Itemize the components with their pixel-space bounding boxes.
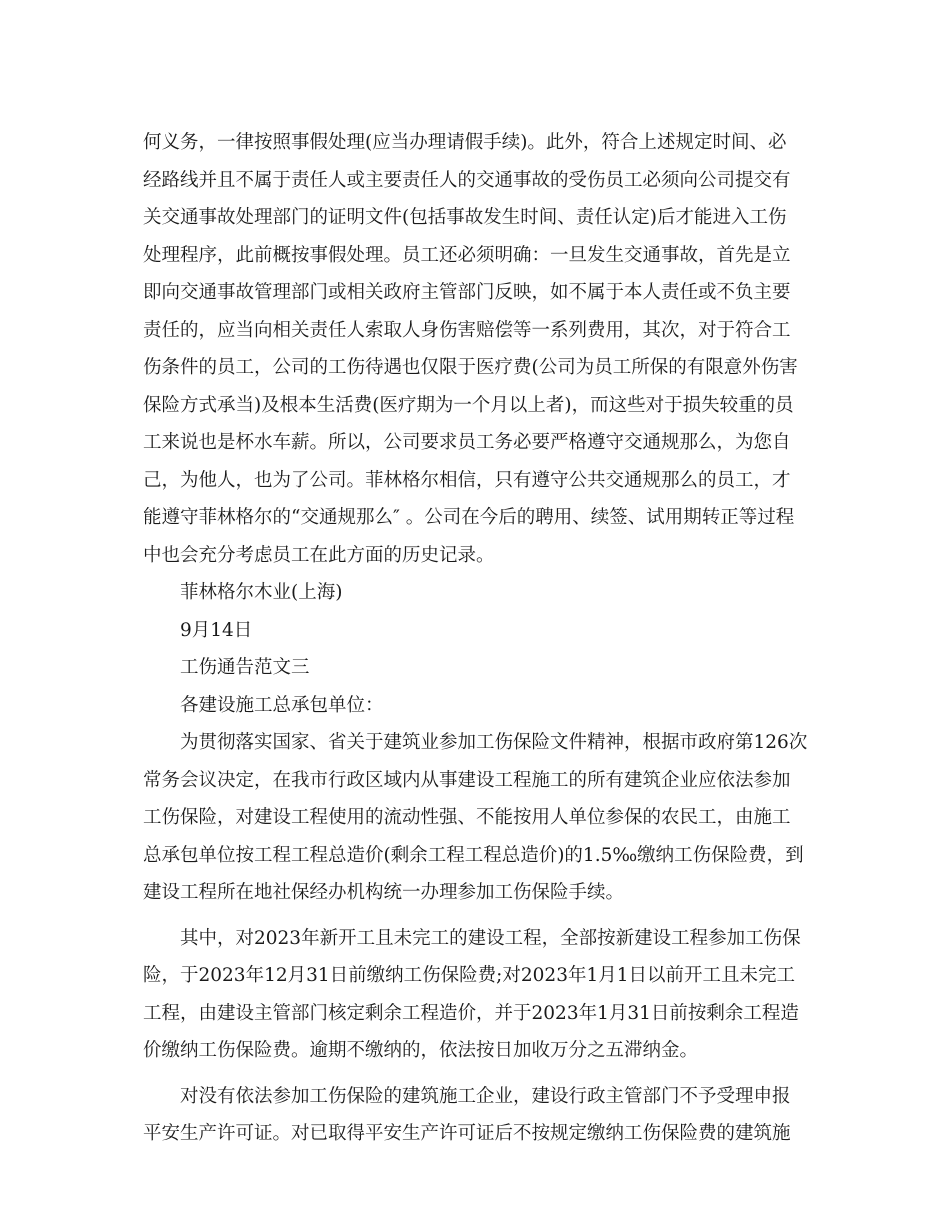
paragraph-traffic-accident-policy	[143, 124, 815, 574]
paragraph-enforcement	[143, 1078, 815, 1153]
text-line: 对没有依法参加工伤保险的建筑施工企业，建设行政主管部门不予受理申报	[180, 1085, 791, 1107]
text-line: 保险方式承当)及根本生活费(医疗期为一个月以上者)，而这些对于损失较重的员	[143, 394, 794, 416]
text-line: 伤条件的员工，公司的工伤待遇也仅限于医疗费(公司为员工所保的有限意外伤害	[143, 357, 798, 378]
text-line: 责任的，应当向相关责任人索取人身伤害赔偿等一系列费用，其次，对于符合工	[143, 319, 791, 341]
text-line: 建设工程所在地社保经办机构统一办理参加工伤保险手续。	[143, 882, 625, 903]
text-line: 价缴纳工伤保险费。逾期不缴纳的，依法按日加收万分之五滞纳金。	[143, 1040, 699, 1061]
text-line: 己，为他人，也为了公司。菲林格尔相信，只有遵守公共交通规那么的员工，才	[143, 469, 791, 491]
text-line: 险，于2023年12月31日前缴纳工伤保险费;对2023年1月1日以前开工且未完工	[143, 965, 796, 986]
text-line: 常务会议决定，在我市行政区域内从事建设工程施工的所有建筑企业应依法参加	[143, 769, 791, 791]
company-signature: 菲林格尔木业(上海)	[180, 582, 343, 603]
text-line: 经路线并且不属于责任人或主要责任人的交通事故的受伤员工必须向公司提交有	[143, 169, 791, 191]
text-line: 工伤保险，对建设工程使用的流动性强、不能按用人单位参保的农民工，由施工	[143, 807, 791, 828]
text-line: 工来说也是杯水车薪。所以，公司要求员工务必要严格遵守交通规那么，为您自	[143, 432, 791, 453]
text-line: 能遵守菲林格尔的“交通规那么″ 。公司在今后的聘用、续签、试用期转正等过程	[143, 507, 795, 528]
text-line: 总承包单位按工程工程总造价(剩余工程工程总造价)的1.5‰缴纳工伤保险费，到	[143, 844, 804, 866]
salutation: 各建设施工总承包单位：	[180, 694, 384, 716]
signature-date: 9月14日	[180, 619, 253, 641]
text-line: 为贯彻落实国家、省关于建筑业参加工伤保险文件精神，根据市政府第126次	[180, 732, 808, 753]
text-line: 处理程序，此前概按事假处理。员工还必须明确：一旦发生交通事故，首先是立	[143, 244, 791, 266]
text-line: 平安生产许可证。对已取得平安生产许可证后不按规定缴纳工伤保险费的建筑施	[143, 1123, 791, 1144]
paragraph-insurance-requirement	[143, 724, 815, 912]
text-line: 关交通事故处理部门的证明文件(包括事故发生时间、责任认定)后才能进入工伤	[143, 207, 787, 228]
document-body	[143, 124, 815, 1153]
text-line: 即向交通事故管理部门或相关政府主管部门反映，如不属于本人责任或不负主要	[143, 282, 791, 303]
section-heading: 工伤通告范文三	[180, 657, 310, 678]
text-line: 其中，对2023年新开工且未完工的建设工程，全部按新建设工程参加工伤保	[180, 927, 801, 949]
text-line: 何义务，一律按照事假处理(应当办理请假手续)。此外，符合上述规定时间、必	[143, 132, 787, 153]
text-line: 工程，由建设主管部门核定剩余工程造价，并于2023年1月31日前按剩余工程造	[143, 1002, 799, 1024]
paragraph-payment-deadlines	[143, 920, 815, 1070]
text-line: 中也会充分考虑员工在此方面的历史记录。	[143, 544, 495, 566]
